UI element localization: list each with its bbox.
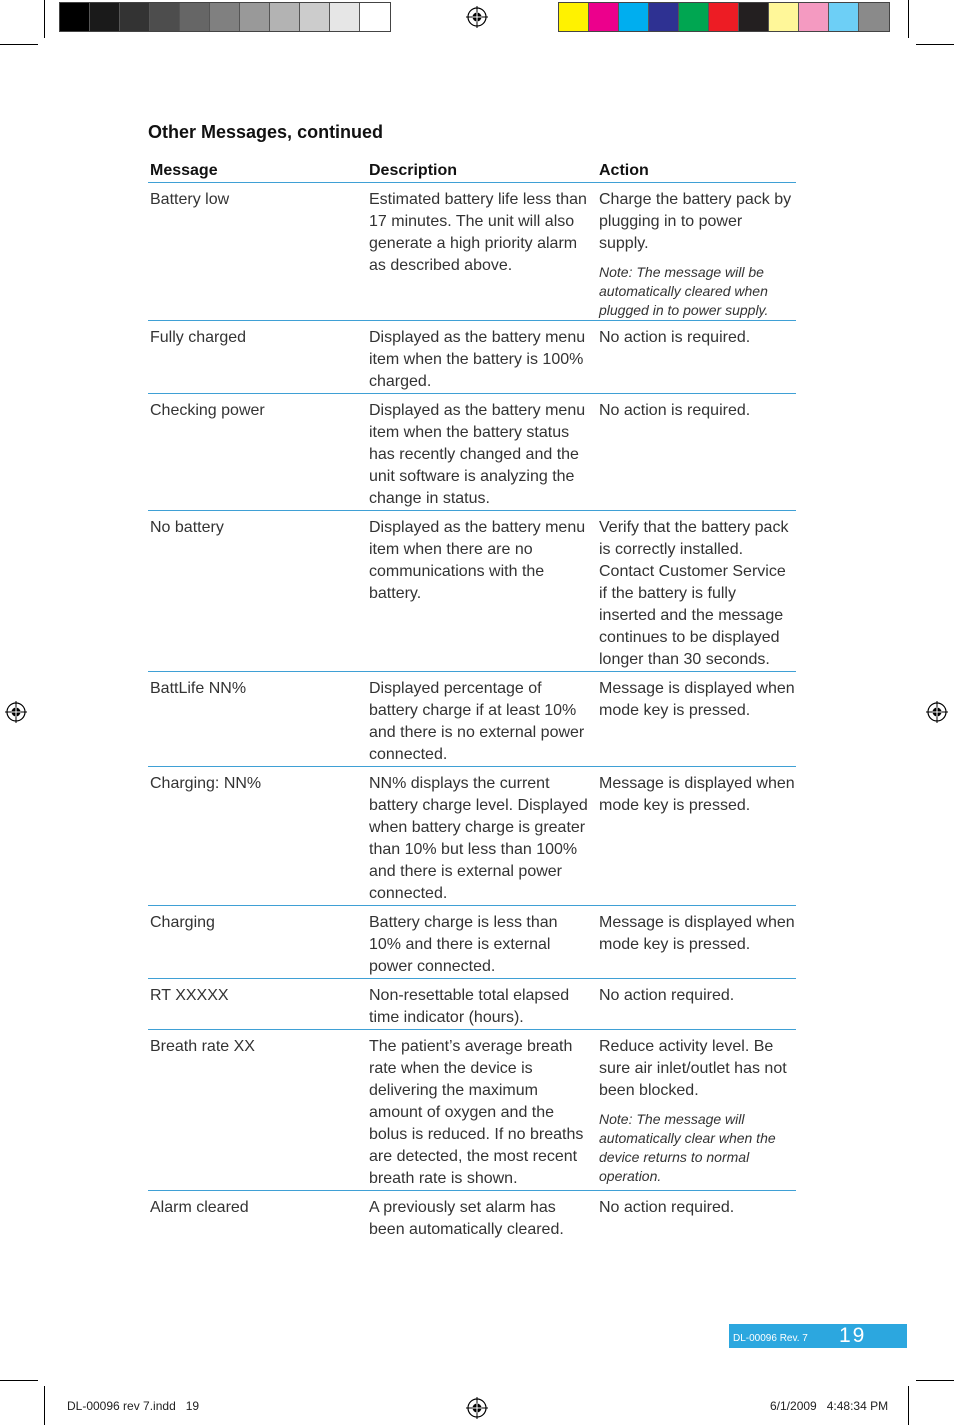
color-swatch	[330, 3, 360, 31]
color-swatch	[559, 3, 589, 31]
color-swatch	[180, 3, 210, 31]
table-row	[148, 1191, 796, 1242]
description-cell: Estimated battery life less than 17 minutes. The unit will also generate a high priority alarm as described above.	[367, 183, 597, 321]
description-cell: Displayed as the battery menu item when the battery is 100% charged.	[367, 321, 597, 394]
message-cell: Charging: NN%	[148, 767, 367, 906]
action-text: Message is displayed when mode key is pressed.	[599, 775, 795, 814]
message-cell: Charging	[148, 906, 367, 979]
color-swatch	[769, 3, 799, 31]
action-note: Note: The message will be automatically cleared when plugged in to power supply.	[599, 264, 769, 318]
table-row	[148, 672, 796, 767]
table-row	[148, 979, 796, 1030]
color-swatch	[739, 3, 769, 31]
action-text: Reduce activity level. Be sure air inlet/outlet has not been blocked.	[599, 1038, 787, 1099]
action-cell	[597, 672, 796, 767]
crop-mark	[916, 1380, 954, 1381]
crop-mark	[908, 0, 909, 38]
registration-mark-icon	[5, 701, 27, 723]
message-cell: Alarm cleared	[150, 1199, 249, 1216]
crop-mark	[44, 0, 45, 38]
color-swatch	[360, 3, 390, 31]
table-row	[148, 906, 796, 979]
message-cell: Battery low	[148, 183, 367, 321]
page-footer-tab	[729, 1324, 907, 1348]
messages-table	[148, 158, 796, 1241]
crop-mark	[916, 44, 954, 45]
color-swatch	[829, 3, 859, 31]
table-header-row	[148, 158, 796, 183]
message-cell: Fully charged	[148, 321, 367, 394]
section-title: Other Messages, continued	[148, 122, 384, 142]
color-swatch	[649, 3, 679, 31]
action-text: No action required.	[599, 1199, 735, 1216]
column-header-description: Description	[367, 158, 597, 183]
description-cell: Battery charge is less than 10% and there is external power connected.	[367, 906, 597, 979]
description-cell: Displayed percentage of battery charge if at least 10% and there is no external power connected.	[367, 672, 597, 767]
registration-mark-icon	[466, 6, 488, 28]
page-number: 19	[839, 1324, 867, 1347]
color-swatch	[859, 3, 889, 31]
message-cell: Breath rate XX	[148, 1030, 367, 1191]
description-cell: Displayed as the battery menu item when the battery status has recently changed and the unit software is analyzing the change in status.	[367, 394, 597, 511]
action-cell	[597, 511, 796, 672]
column-header-action: Action	[597, 158, 796, 183]
description-cell: Displayed as the battery menu item when there are no communications with the battery.	[367, 511, 597, 672]
action-note: Note: The message will automatically clear when the device returns to normal operation.	[599, 1111, 776, 1184]
message-cell: No battery	[148, 511, 367, 672]
crop-mark	[908, 1386, 909, 1425]
description-cell: A previously set alarm has been automatically cleared.	[369, 1199, 564, 1238]
document-reference: DL-00096 Rev. 7	[733, 1333, 808, 1344]
action-text: Charge the battery pack by plugging in to power supply.	[599, 191, 792, 252]
action-text: No action is required.	[599, 329, 751, 346]
action-cell	[597, 1191, 796, 1242]
color-swatch	[150, 3, 180, 31]
color-swatch	[60, 3, 90, 31]
color-swatch	[709, 3, 739, 31]
print-slug-file: DL-00096 rev 7.indd 19	[67, 1399, 200, 1413]
table-row	[148, 767, 796, 906]
print-slug-timestamp: 6/1/2009 4:48:34 PM	[770, 1399, 889, 1413]
color-swatch	[589, 3, 619, 31]
registration-mark-icon	[466, 1397, 488, 1419]
action-cell	[597, 183, 796, 321]
color-swatch	[240, 3, 270, 31]
crop-mark	[0, 1380, 38, 1381]
color-swatch	[270, 3, 300, 31]
table-row	[148, 1030, 796, 1191]
description-cell: NN% displays the current battery charge level. Displayed when battery charge is greater than 10% but less than 100% and there is external power connected.	[367, 767, 597, 906]
color-swatch	[300, 3, 330, 31]
action-text: Message is displayed when mode key is pressed.	[599, 914, 795, 953]
column-header-message: Message	[148, 158, 367, 183]
table-row	[148, 183, 796, 321]
color-swatch	[679, 3, 709, 31]
color-swatch-bar	[558, 2, 890, 32]
crop-mark	[0, 44, 38, 45]
action-text: No action required.	[599, 987, 735, 1004]
action-text: No action is required.	[599, 402, 751, 419]
crop-mark	[44, 1386, 45, 1425]
color-swatch	[210, 3, 240, 31]
table-row	[148, 394, 796, 511]
registration-mark-icon	[926, 701, 948, 723]
color-swatch	[799, 3, 829, 31]
action-cell	[597, 906, 796, 979]
description-cell: Non-resettable total elapsed time indicator (hours).	[367, 979, 597, 1030]
action-text: Verify that the battery pack is correctly installed. Contact Customer Service if the battery is fully inserted and the message continues to be displayed longer than 30 seconds.	[599, 519, 789, 668]
action-cell	[597, 1030, 796, 1191]
color-swatch	[90, 3, 120, 31]
table-row	[148, 511, 796, 672]
action-cell	[597, 394, 796, 511]
action-cell	[597, 979, 796, 1030]
grayscale-swatch-bar	[59, 2, 391, 32]
description-cell: The patient’s average breath rate when the device is delivering the maximum amount of oxygen and the bolus is reduced. If no breaths are detected, the most recent breath rate is shown.	[367, 1030, 597, 1191]
table-row	[148, 321, 796, 394]
message-cell: Checking power	[148, 394, 367, 511]
action-cell	[597, 767, 796, 906]
color-swatch	[619, 3, 649, 31]
message-cell: BattLife NN%	[148, 672, 367, 767]
color-swatch	[120, 3, 150, 31]
message-cell: RT XXXXX	[148, 979, 367, 1030]
action-cell	[597, 321, 796, 394]
action-text: Message is displayed when mode key is pressed.	[599, 680, 795, 719]
